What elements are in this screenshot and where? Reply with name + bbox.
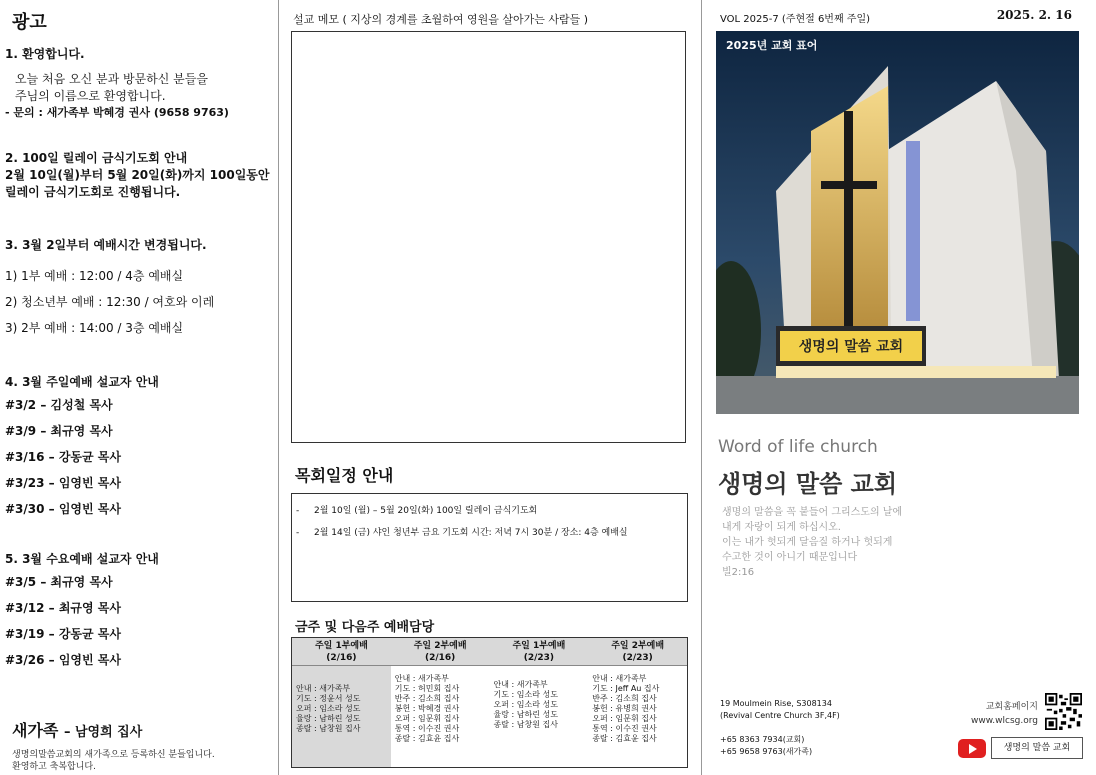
announcement-5-item: #3/12 – 최규영 목사 [5,601,121,615]
announcement-1-contact: - 문의 : 새가족부 박혜경 권사 (9658 9763) [5,106,229,119]
announcement-4-item: #3/9 – 최규영 목사 [5,424,113,438]
duty-table [291,637,688,768]
volume-label: VOL 2025-7 (주현절 6번째 주일) [720,14,871,25]
duty-column: 주일 1부예배 (2/23) 안내 : 새가족부 기도 : 임소라 성도 오퍼 : 임소라 성도 율랑 : 남하린 성도 종랄 : 남창원 집사 [490,638,589,767]
announcements-title: 광고 [12,12,47,33]
schedule-item: - 2월 14일 (금) 샤인 청년부 금요 기도회 시간: 저녁 7시 30분 / 장소: 4층 예배실 [296,528,628,538]
announcement-4-item: #3/23 – 임영빈 목사 [5,476,121,490]
church-english-name: Word of life church [718,437,878,457]
announcement-1-heading: 1. 환영합니다. [5,47,85,61]
new-family-title: 새가족 [12,721,59,740]
announcement-2-line1: 2월 10일(월)부터 5월 20일(화)까지 100일동안 [5,168,270,182]
bible-verse: 생명의 말씀을 꼭 붙들어 그리스도의 날에 내게 자랑이 되게 하십시오. 이는 내가 헛되게 달음질 하거나 헛되게 수고한 것이 아니기 때문입니다 빌2:16 [722,507,903,578]
announcement-4-item: #3/30 – 임영빈 목사 [5,502,121,516]
announcement-5-heading: 5. 3월 수요예배 설교자 안내 [5,552,159,566]
announcement-5-item: #3/26 – 임영빈 목사 [5,653,121,667]
new-family-leader: – 남영희 집사 [63,725,143,740]
church-name: 생명의 말씀 교회 [718,470,897,498]
announcement-3-item: 2) 청소년부 예배 : 12:30 / 여호와 이레 [5,295,215,309]
homepage-info [971,700,1038,728]
duty-column: 주일 2부예배 (2/23) 안내 : 새가족부 기도 : Jeff Au 집사 반주 : 김소희 집사 봉헌 : 유병희 권사 오퍼 : 임문휘 집사 통역 : 이수진 권사 종랄 : 김효윤 집사 [588,638,687,767]
announcements-column [0,0,278,775]
memo-column [279,0,701,775]
announcement-2-line2: 릴레이 금식기도회로 진행됩니다. [5,185,181,199]
cover-column [702,0,1096,775]
schedule-item: - 2월 10일 (월) – 5월 20일(화) 100일 릴레이 금식기도회 [296,506,538,516]
duty-title: 금주 및 다음주 예배담당 [295,620,435,635]
photo-caption: 2025년 교회 표어 [726,39,818,52]
announcement-4-item: #3/2 – 김성철 목사 [5,398,113,412]
bulletin-date: 2025. 2. 16 [996,8,1072,22]
qr-code-icon[interactable] [1045,693,1082,730]
announcement-1-line1: 오늘 처음 오신 분과 방문하신 분들을 [15,72,208,86]
announcement-5-item: #3/5 – 최규영 목사 [5,575,113,589]
schedule-title: 목회일정 안내 [295,466,394,485]
announcement-1-line2: 주님의 이름으로 환영합니다. [15,89,166,103]
youtube-channel-button[interactable]: 생명의 말씀 교회 [991,737,1083,759]
schedule-box [291,493,688,602]
sermon-memo-box[interactable] [291,31,686,443]
church-building-photo [716,31,1079,414]
youtube-icon[interactable] [958,739,986,758]
homepage-label: 교회홈페이지 [985,702,1038,712]
announcement-3-item: 3) 2부 예배 : 14:00 / 3층 예배실 [5,321,184,335]
duty-column: 주일 1부예배 (2/16) 안내 : 새가족부 기도 : 정윤서 성도 오퍼 : 임소라 성도 율랑 : 남하린 성도 종랄 : 남창원 집사 [292,638,391,767]
sermon-memo-title: 설교 메모 ( 지상의 경계를 초월하여 영원을 살아가는 사람들 ) [293,13,589,26]
new-family-desc: 환영하고 축복합니다. [12,762,96,772]
building-sign-text: 생명의 말씀 교회 [798,339,904,355]
announcement-2-heading: 2. 100일 릴레이 금식기도회 안내 [5,151,188,165]
new-family-desc: 생명의말씀교회의 새가족으로 등록하신 분들입니다. [12,750,215,760]
announcement-3-item: 1) 1부 예배 : 12:00 / 4층 예배실 [5,269,184,283]
homepage-url[interactable]: www.wlcsg.org [971,716,1038,726]
announcement-3-heading: 3. 3월 2일부터 예배시간 변경됩니다. [5,238,207,252]
announcement-4-heading: 4. 3월 주일예배 설교자 안내 [5,375,159,389]
duty-column: 주일 2부예배 (2/16) 안내 : 새가족부 기도 : 허민회 집사 반주 : 김소희 집사 봉헌 : 박혜경 권사 오퍼 : 임문휘 집사 통역 : 이수진 권사 종랄 : 김효윤 집사 [391,638,490,767]
announcement-5-item: #3/19 – 강동균 목사 [5,627,121,641]
announcement-4-item: #3/16 – 강동균 목사 [5,450,121,464]
church-address: 19 Moulmein Rise, S308134 (Revival Centre Church 3F,4F) +65 8363 7934(교회) +65 9658 9763(새가족) [720,699,840,756]
new-family-section [12,718,215,773]
